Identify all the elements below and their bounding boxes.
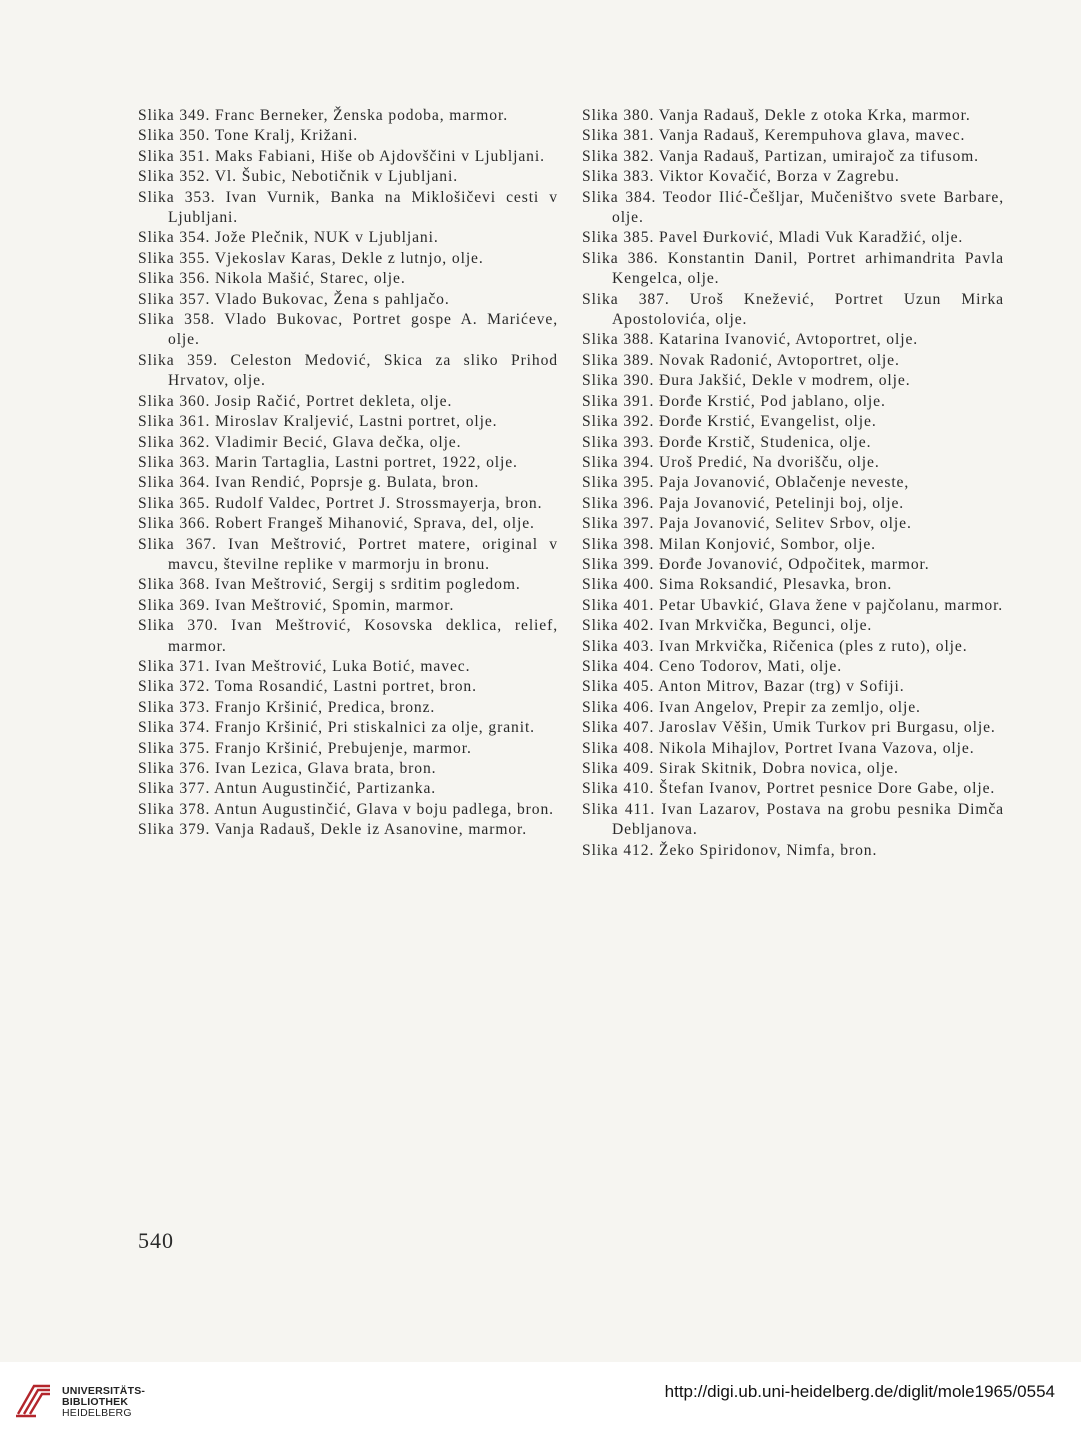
caption-entry: Slika 400. Sima Roksandić, Plesavka, bron. <box>582 576 893 594</box>
caption-entry: Slika 378. Antun Augustinčić, Glava v boju padlega, bron. <box>138 800 554 818</box>
caption-entry: Slika 350. Tone Kralj, Križani. <box>138 127 359 145</box>
caption-entry: Slika 364. Ivan Rendić, Poprsje g. Bulata, bron. <box>138 474 480 492</box>
caption-entry: Slika 409. Sirak Skitnik, Dobra novica, olje. <box>582 760 899 777</box>
caption-entry: Slika 352. Vl. Šubic, Nebotičnik v Ljubljani. <box>138 168 459 186</box>
caption-entry: Slika 385. Pavel Đurković, Mladi Vuk Karadžić, olje. <box>582 229 964 247</box>
caption-entry: Slika 404. Ceno Todorov, Mati, olje. <box>582 657 843 675</box>
caption-entry: Slika 380. Vanja Radauš, Dekle z otoka Krka, marmor. <box>582 107 971 124</box>
caption-entry: Slika 357. Vlado Bukovac, Žena s pahljačo. <box>138 290 450 308</box>
caption-entry: Slika 367. Ivan Meštrović, Portret matere, original v mavcu, številne replike v marmorju in bronu. <box>138 535 558 573</box>
caption-entry: Slika 403. Ivan Mrkvička, Ričenica (ples z ruto), olje. <box>582 637 968 655</box>
caption-entry: Slika 359. Celeston Medović, Skica za sliko Prihod Hrvatov, olje. <box>138 351 558 390</box>
caption-entry: Slika 374. Franjo Kršinić, Pri stiskalnici za olje, granit. <box>138 719 535 737</box>
caption-entry: Slika 372. Toma Rosandić, Lastni portret, bron. <box>138 678 477 696</box>
university-library-logo-icon <box>12 1378 56 1420</box>
caption-entry: Slika 377. Antun Augustinčić, Partizanka. <box>138 780 437 798</box>
caption-entry: Slika 392. Đorđe Krstić, Evangelist, olje. <box>582 413 877 431</box>
library-name <box>62 1386 145 1419</box>
caption-entry: Slika 363. Marin Tartaglia, Lastni portret, 1922, olje. <box>138 453 518 471</box>
caption-entry: Slika 371. Ivan Meštrović, Luka Botić, mavec. <box>138 657 471 675</box>
caption-entry: Slika 387. Uroš Knežević, Portret Uzun Mirka Apostolovića, olje. <box>582 290 1004 329</box>
caption-entry: Slika 390. Đura Jakšić, Dekle v modrem, olje. <box>582 372 911 390</box>
caption-entry: Slika 399. Đorđe Jovanović, Odpočitek, marmor. <box>582 555 930 573</box>
caption-entry: Slika 360. Josip Račić, Portret dekleta, olje. <box>138 392 453 410</box>
caption-entry: Slika 354. Jože Plečnik, NUK v Ljubljani. <box>138 229 439 247</box>
caption-entry: Slika 368. Ivan Meštrović, Sergij s srditim pogledom. <box>138 576 521 594</box>
left-column <box>138 106 558 841</box>
caption-entry: Slika 411. Ivan Lazarov, Postava na grobu pesnika Dimča Debljanova. <box>582 800 1004 839</box>
caption-entry: Slika 349. Franc Berneker, Ženska podoba, marmor. <box>138 107 508 124</box>
caption-entry: Slika 362. Vladimir Becić, Glava dečka, olje. <box>138 433 462 451</box>
caption-entry: Slika 395. Paja Jovanović, Oblačenje neveste, <box>582 474 910 492</box>
caption-entry: Slika 406. Ivan Angelov, Prepir za zemljo, olje. <box>582 698 921 716</box>
caption-entry: Slika 375. Franjo Kršinić, Prebujenje, marmor. <box>138 739 472 757</box>
caption-entry: Slika 408. Nikola Mihajlov, Portret Ivana Vazova, olje. <box>582 739 975 757</box>
caption-entry: Slika 356. Nikola Mašić, Starec, olje. <box>138 270 406 288</box>
caption-entry: Slika 383. Viktor Kovačić, Borza v Zagrebu. <box>582 168 900 186</box>
caption-entry: Slika 410. Štefan Ivanov, Portret pesnice Dore Gabe, olje. <box>582 780 996 798</box>
caption-entry: Slika 405. Anton Mitrov, Bazar (trg) v Sofiji. <box>582 678 905 696</box>
caption-entry: Slika 391. Đorđe Krstić, Pod jablano, olje. <box>582 392 886 410</box>
library-name-line-1: UNIVERSITÄTS- <box>62 1385 146 1397</box>
caption-entry: Slika 396. Paja Jovanović, Petelinji boj, olje. <box>582 494 905 512</box>
caption-entry: Slika 407. Jaroslav Věšin, Umik Turkov pri Burgasu, olje. <box>582 719 996 737</box>
caption-entry: Slika 365. Rudolf Valdec, Portret J. Strossmayerja, bron. <box>138 494 543 512</box>
caption-entry: Slika 412. Žeko Spiridonov, Nimfa, bron. <box>582 841 878 859</box>
page-number: 540 <box>138 1228 174 1253</box>
caption-entry: Slika 389. Novak Radonić, Avtoportret, olje. <box>582 351 900 369</box>
caption-entry: Slika 402. Ivan Mrkvička, Begunci, olje. <box>582 617 873 635</box>
caption-entry: Slika 355. Vjekoslav Karas, Dekle z lutnjo, olje. <box>138 249 484 267</box>
caption-entry: Slika 361. Miroslav Kraljević, Lastni portret, olje. <box>138 413 498 431</box>
caption-entry: Slika 351. Maks Fabiani, Hiše ob Ajdovščini v Ljubljani. <box>138 147 545 165</box>
caption-entry: Slika 381. Vanja Radauš, Kerempuhova glava, mavec. <box>582 127 966 145</box>
caption-entry: Slika 369. Ivan Meštrović, Spomin, marmor. <box>138 596 455 614</box>
caption-entry: Slika 398. Milan Konjović, Sombor, olje. <box>582 535 876 553</box>
caption-entry: Slika 388. Katarina Ivanović, Avtoportret, olje. <box>582 331 919 349</box>
footer-bar <box>0 1362 1081 1446</box>
caption-entry: Slika 373. Franjo Kršinić, Predica, bronz. <box>138 698 436 716</box>
caption-entry: Slika 370. Ivan Meštrović, Kosovska deklica, relief, marmor. <box>138 617 558 655</box>
caption-entry: Slika 393. Đorđe Krstič, Studenica, olje. <box>582 433 872 451</box>
caption-entry: Slika 401. Petar Ubavkić, Glava žene v pajčolanu, marmor. <box>582 596 1004 614</box>
caption-entry: Slika 358. Vlado Bukovac, Portret gospe A. Marićeve, olje. <box>138 311 558 349</box>
caption-entry: Slika 394. Uroš Predić, Na dvorišču, olje. <box>582 453 880 471</box>
caption-entry: Slika 382. Vanja Radauš, Partizan, umirajoč za tifusom. <box>582 147 979 165</box>
library-name-line-3: HEIDELBERG <box>62 1407 132 1419</box>
caption-entry: Slika 397. Paja Jovanović, Selitev Srbov, olje. <box>582 515 912 533</box>
caption-entry: Slika 379. Vanja Radauš, Dekle iz Asanovine, marmor. <box>138 821 528 839</box>
right-column <box>582 106 1004 861</box>
caption-entry: Slika 386. Konstantin Danil, Portret arhimandrita Pavla Kengelca, olje. <box>582 249 1004 288</box>
caption-entry: Slika 384. Teodor Ilić-Češljar, Mučeništvo svete Barbare, olje. <box>582 188 1004 227</box>
library-name-line-2: BIBLIOTHEK <box>62 1396 129 1408</box>
caption-entry: Slika 376. Ivan Lezica, Glava brata, bron. <box>138 760 437 777</box>
source-url-link[interactable]: http://digi.ub.uni-heidelberg.de/diglit/mole1965/0554 <box>664 1382 1055 1401</box>
caption-entry: Slika 366. Robert Frangeš Mihanović, Sprava, del, olje. <box>138 515 535 533</box>
caption-entry: Slika 353. Ivan Vurnik, Banka na Miklošičevi cesti v Ljubljani. <box>138 188 558 227</box>
